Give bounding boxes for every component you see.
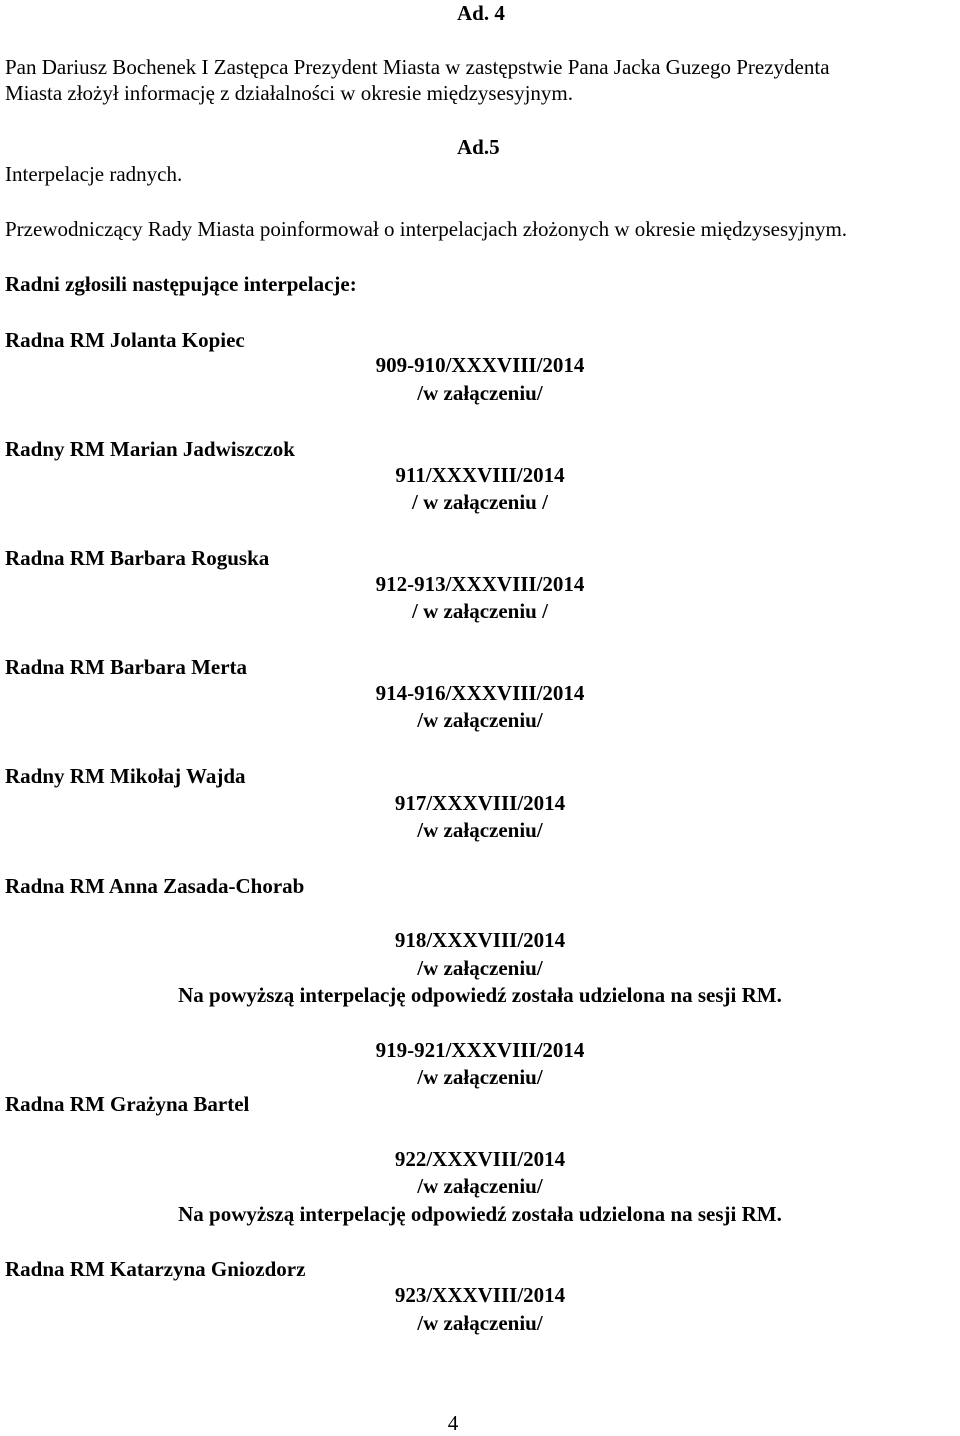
- answer-note: Na powyższą interpelację odpowiedź została udzielona na sesji RM.: [178, 1202, 782, 1226]
- councillor-name: Radny RM Marian Jadwiszczok: [5, 437, 295, 461]
- attachment-note: /w załączeniu/: [417, 1174, 543, 1198]
- ad4-paragraph-line2: Miasta złożył informację z działalności w okresie międzysesyjnym.: [5, 81, 573, 105]
- councillor-name: Radna RM Anna Zasada-Chorab: [5, 874, 305, 898]
- councillor-name: Radna RM Katarzyna Gniozdorz: [5, 1257, 306, 1281]
- attachment-note: /w załączeniu/: [417, 818, 543, 842]
- page-number: 4: [447, 1411, 459, 1435]
- attachment-note: /w załączeniu/: [417, 708, 543, 732]
- ad4-heading: Ad. 4: [457, 1, 505, 25]
- interpellation-number: 922/XXXVIII/2014: [394, 1147, 566, 1171]
- interpellation-number: 919-921/XXXVIII/2014: [375, 1038, 585, 1062]
- attachment-note: /w załączeniu/: [417, 1311, 543, 1335]
- interpellation-number: 909-910/XXXVIII/2014: [375, 353, 585, 377]
- attachment-note: / w załączeniu /: [412, 599, 548, 623]
- attachment-note: /w załączeniu/: [417, 1065, 543, 1089]
- councillor-name: Radna RM Barbara Roguska: [5, 546, 270, 570]
- answer-note: Na powyższą interpelację odpowiedź została udzielona na sesji RM.: [178, 983, 782, 1007]
- interpellation-number: 917/XXXVIII/2014: [394, 791, 566, 815]
- interpellation-number: 923/XXXVIII/2014: [394, 1283, 566, 1307]
- ad5-section-title: Interpelacje radnych.: [5, 162, 183, 186]
- attachment-note: /w załączeniu/: [417, 381, 543, 405]
- attachment-note: / w załączeniu /: [412, 490, 548, 514]
- ad5-heading: Ad.5: [457, 135, 500, 159]
- councillor-name: Radna RM Jolanta Kopiec: [5, 328, 245, 352]
- ad5-lead: Radni zgłosili następujące interpelacje:: [5, 272, 357, 296]
- councillor-name: Radna RM Barbara Merta: [5, 655, 248, 679]
- interpellation-number: 912-913/XXXVIII/2014: [375, 572, 585, 596]
- councillor-name: Radna RM Grażyna Bartel: [5, 1092, 250, 1116]
- interpellation-number: 911/XXXVIII/2014: [395, 463, 565, 487]
- interpellation-number: 914-916/XXXVIII/2014: [375, 681, 585, 705]
- attachment-note: /w załączeniu/: [417, 956, 543, 980]
- ad5-intro: Przewodniczący Rady Miasta poinformował o interpelacjach złożonych w okresie międzysesyjnym.: [5, 217, 848, 241]
- interpellation-number: 918/XXXVIII/2014: [394, 928, 566, 952]
- councillor-name: Radny RM Mikołaj Wajda: [5, 764, 246, 788]
- ad4-paragraph-line1: Pan Dariusz Bochenek I Zastępca Prezydent Miasta w zastępstwie Pana Jacka Guzego Prezydenta: [5, 55, 830, 79]
